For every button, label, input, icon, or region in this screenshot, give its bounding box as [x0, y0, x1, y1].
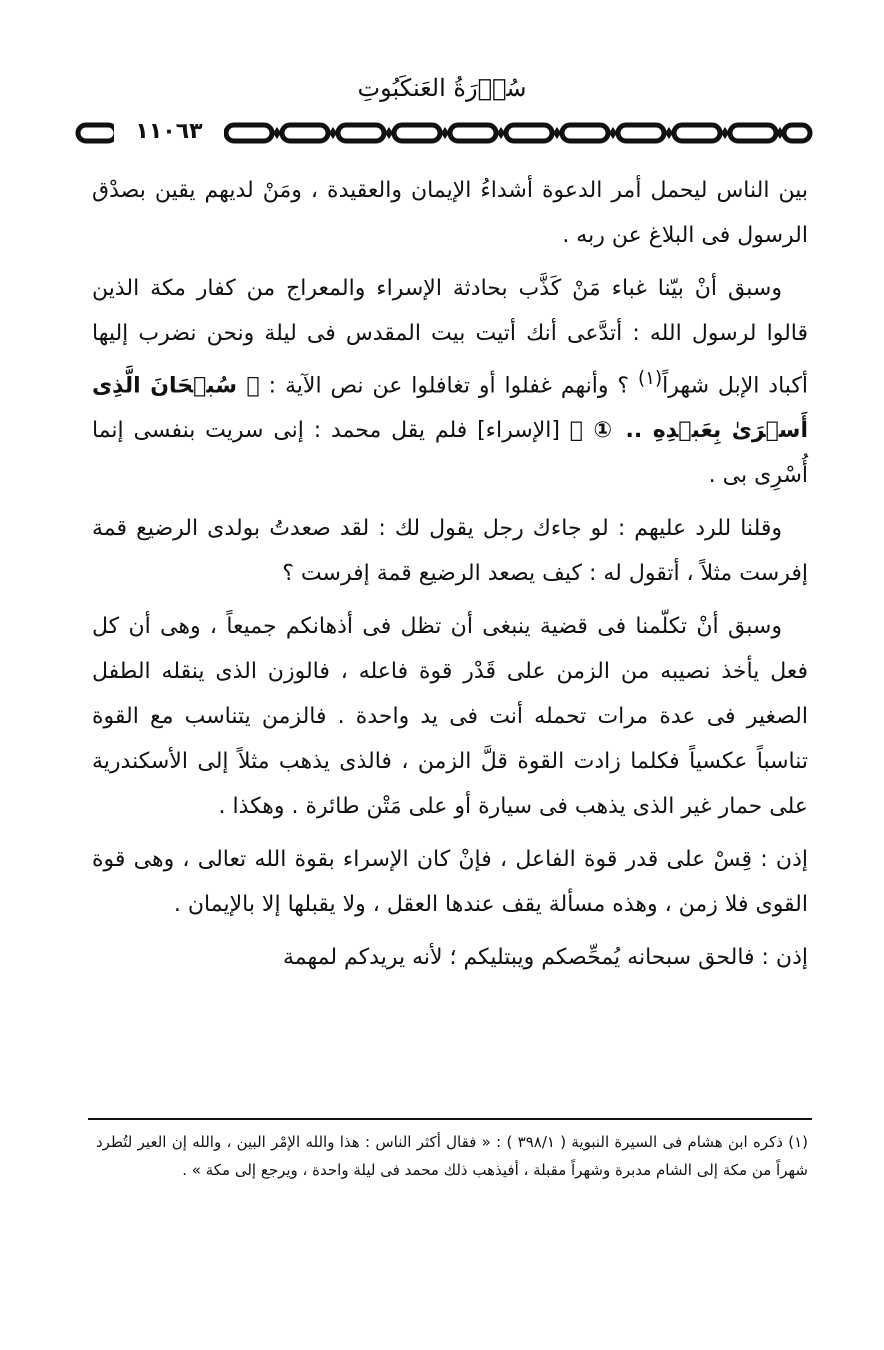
footnote-divider — [88, 1118, 812, 1120]
surah-title: سُوۡرَةُ العَنكَبُوتِ — [357, 74, 527, 102]
footnote-marker: (١) — [638, 368, 663, 389]
main-text — [92, 168, 808, 988]
paragraph-6: إذن : فالحق سبحانه يُمحِّصكم ويبتليكم ؛ لأنه يريدكم لمهمة — [282, 945, 808, 971]
paragraph-1: بين الناس ليحمل أمر الدعوة أشداءُ الإيمان والعقيدة ، ومَنْ لديهم يقين بصدْق الرسول فى البلاغ عن ربه . — [92, 178, 808, 248]
paragraph-4: وسبق أنْ تكلّمنا فى قضية ينبغى أن تظل فى أذهانكم جميعاً ، وهى أن كل فعل يأخذ نصيبه من الزمن على قَدْر قوة فاعله ، فالوزن الذى ينقله الطفل الصغير فى عدة مرات تحمله أنت فى يد واحدة . فالزمن يتناسب مع القوة تناسباً عكسياً فكلما زادت القوة قلَّ الزمن ، فالذى يذهب مثلاً إلى الأسكندرية على حمار غير الذى يذهب فى سيارة أو على مَتْن طائرة . وهكذا . — [92, 614, 808, 820]
paragraph-2-text-b: ؟ وأنهم غفلوا أو تغافلوا عن نص الآية : — [259, 373, 638, 399]
quran-verse: ﴿ سُبۡحَانَ الَّذِى أَسۡرَىٰ بِعَبۡدِهِ .. ① ﴾ — [92, 373, 808, 444]
paragraph-2-text-c: [الإسراء] فلم يقل محمد : إنى سريت بنفسى إنما أُسْرِى بى . — [92, 418, 808, 489]
paragraph-2 — [92, 266, 808, 498]
paragraph-3: وقلنا للرد عليهم : لو جاءك رجل يقول لك : لقد صعدتُ بولدى الرضيع قمة إفرست مثلاً ، أتقول له : كيف يصعد الرضيع قمة إفرست ؟ — [92, 516, 808, 587]
footnote: (١) ذكره ابن هشام فى السيرة النبوية ( ٣٩٨/١ ) : « فقال أكثر الناس : هذا والله الإمْر البين ، والله إن العير لتُطرد شهراً من مكة إلى الشام مدبرة وشهراً مقبلة ، أفيذهب ذلك محمد فى ليلة واحدة ، ويرجع إلى مكة » . — [96, 1133, 808, 1179]
paragraph-5: إذن : قِسْ على قدر قوة الفاعل ، فإنْ كان الإسراء بقوة الله تعالى ، وهى قوة القوى فلا زمن ، وهذه مسألة يقف عندها العقل ، ولا يقبلها إلا بالإيمان . — [92, 847, 808, 918]
paragraph-2-text-a: وسبق أنْ بيّنا غباء مَنْ كَذَّب بحادثة الإسراء والمعراج من كفار مكة الذين قالوا لرسول الله : أتدَّعى أنك أتيت بيت المقدس فى ليلة ونحن نضرب إليها أكباد الإبل شهراً — [92, 276, 808, 399]
page-number: ١١٠٦٣ — [114, 119, 224, 144]
